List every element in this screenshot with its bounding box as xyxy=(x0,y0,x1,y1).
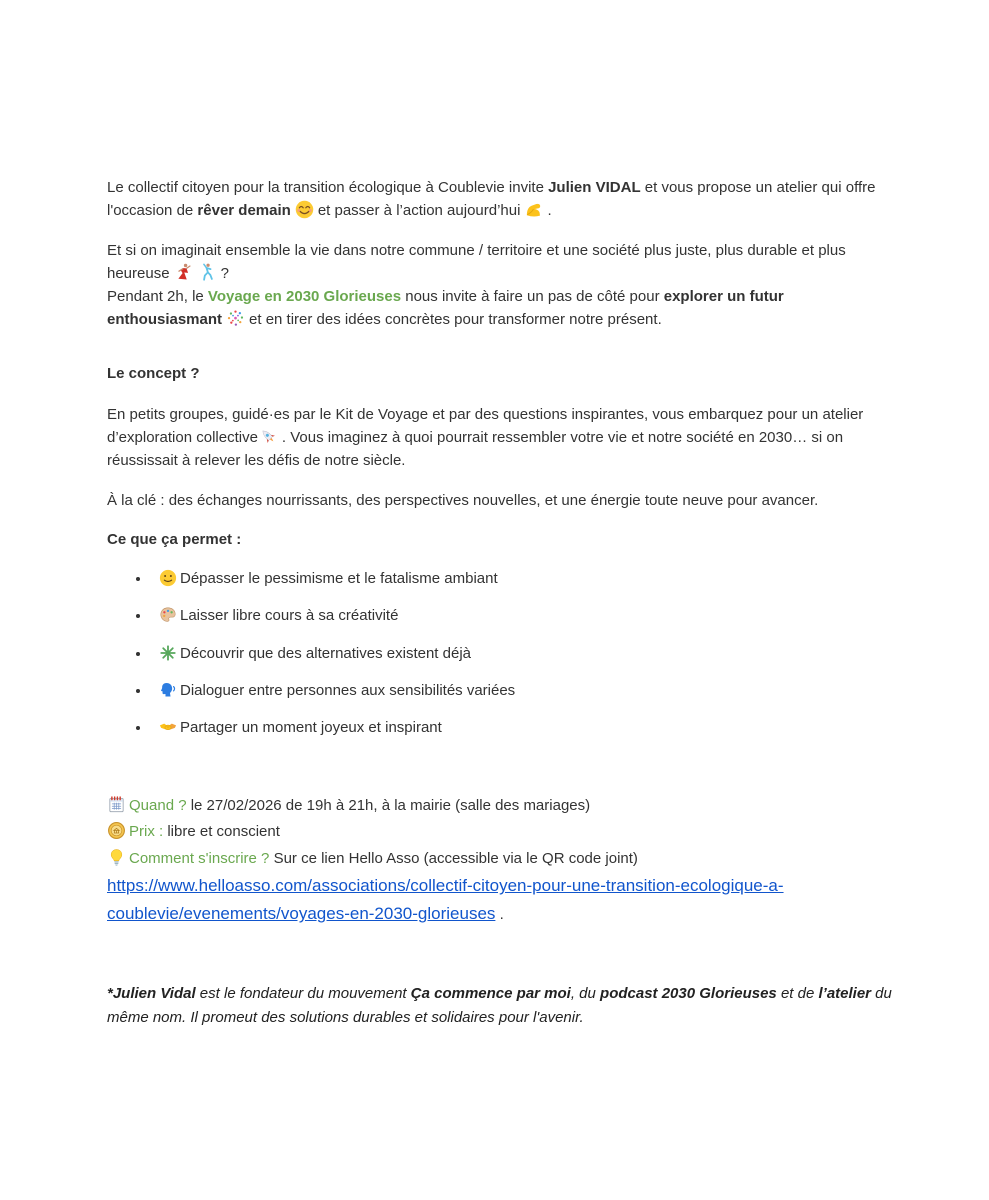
permet-heading: Ce que ça permet : xyxy=(107,530,242,548)
benefits-list xyxy=(107,567,897,739)
footnote-text-1: est le fondateur du mouvement xyxy=(195,985,411,1003)
pendant-text-1: Pendant 2h, le xyxy=(107,288,208,305)
intro-text-4: . xyxy=(547,202,552,220)
flexed-biceps-icon xyxy=(524,200,543,219)
footnote-text-2: , du xyxy=(570,985,601,1003)
list-item xyxy=(151,567,897,590)
futur-enthousiasmant-bold: explorer un futur enthousiasmant xyxy=(107,288,784,329)
speaking-head-icon xyxy=(159,681,177,699)
guest-name: Julien VIDAL xyxy=(548,179,641,196)
list-item xyxy=(151,642,897,665)
footnote-atelier-name: l’atelier xyxy=(818,985,872,1003)
price-value: libre et conscient xyxy=(163,823,280,841)
rocket-icon xyxy=(259,427,278,446)
signup-label: Comment s'inscrire ? xyxy=(129,850,270,868)
intro-text-2: et vous propose un atelier qui offre l'occasion de xyxy=(107,179,876,220)
eight-spoked-asterisk-icon xyxy=(159,644,177,662)
intro-text-1: Le collectif citoyen pour la transition écologique à Coublevie invite xyxy=(107,179,549,196)
smiling-face-icon xyxy=(295,200,314,219)
list-item xyxy=(151,716,897,739)
footnote-text-3: et de xyxy=(776,985,819,1003)
when-label: Quand ? xyxy=(129,797,187,815)
handshake-icon xyxy=(159,718,177,736)
voyage-2030-title: Voyage en 2030 Glorieuses xyxy=(207,288,402,305)
light-bulb-icon xyxy=(107,848,126,867)
imagine-text-1: Et si on imaginait ensemble la vie dans notre commune / territoire et une société plus juste, plus durable et plus heureuse xyxy=(107,241,846,282)
signup-text: Sur ce lien Hello Asso (accessible via le QR code joint) xyxy=(269,850,638,868)
intro-paragraph xyxy=(107,176,897,223)
pendant-text-2: nous invite à faire un pas de côté pour xyxy=(401,288,664,305)
author-footnote xyxy=(107,982,897,1029)
pendant-paragraph xyxy=(107,285,897,332)
price-line xyxy=(107,819,897,845)
signup-line xyxy=(107,845,897,928)
concept-text-2: . Vous imaginez à quoi pourrait ressembler votre vie et notre société en 2030… si on réussissait à relever les défis de notre siècle. xyxy=(107,429,844,470)
benefit-text: Dialoguer entre personnes aux sensibilités variées xyxy=(180,681,516,699)
woman-dancing-icon xyxy=(174,263,193,282)
helloasso-link[interactable]: https://www.helloasso.com/associations/collectif-citoyen-pour-une-transition-ecologique-a-coublevie/evenements/voyages-en-2030-glorieuses xyxy=(107,876,784,924)
man-dancing-icon xyxy=(198,263,217,282)
footnote-author-name: *Julien Vidal xyxy=(107,985,196,1003)
imagine-text-2: ? xyxy=(220,264,229,282)
list-item xyxy=(151,679,897,702)
benefit-text: Partager un moment joyeux et inspirant xyxy=(180,719,442,736)
benefit-text: Découvrir que des alternatives existent déjà xyxy=(180,644,471,662)
spiral-calendar-icon xyxy=(107,795,126,814)
practical-info xyxy=(107,793,897,928)
coin-icon xyxy=(107,821,126,840)
footnote-text-4: du même nom. Il promeut des solutions durables et solidaires pour l'avenir. xyxy=(107,985,892,1026)
concept-heading: Le concept ? xyxy=(107,364,200,382)
cle-paragraph: À la clé : des échanges nourrissants, des perspectives nouvelles, et une énergie toute neuve pour avancer. xyxy=(107,491,819,509)
when-line xyxy=(107,793,897,819)
imagine-paragraph xyxy=(107,239,897,286)
concept-paragraph xyxy=(107,403,897,473)
benefit-text: Dépasser le pessimisme et le fatalisme ambiant xyxy=(180,570,498,587)
concept-text-1: En petits groupes, guidé·es par le Kit de Voyage et par des questions inspirantes, vous embarquez pour un atelier d’exploration collective xyxy=(107,405,864,446)
fireworks-icon xyxy=(226,309,245,328)
signup-suffix: . xyxy=(495,906,504,924)
benefit-text: Laisser libre cours à sa créativité xyxy=(180,607,399,625)
price-label: Prix : xyxy=(129,823,164,841)
rever-demain-bold: rêver demain xyxy=(197,202,291,220)
footnote-podcast-name: podcast 2030 Glorieuses xyxy=(600,985,777,1003)
pendant-text-3: et en tirer des idées concrètes pour transformer notre présent. xyxy=(249,311,662,329)
list-item xyxy=(151,604,897,627)
slightly-smiling-face-icon xyxy=(159,569,177,587)
when-value: le 27/02/2026 de 19h à 21h, à la mairie (salle des mariages) xyxy=(186,797,591,815)
intro-text-3: et passer à l’action aujourd’hui xyxy=(317,202,521,220)
footnote-movement-name: Ça commence par moi xyxy=(410,985,571,1003)
artist-palette-icon xyxy=(159,606,177,624)
